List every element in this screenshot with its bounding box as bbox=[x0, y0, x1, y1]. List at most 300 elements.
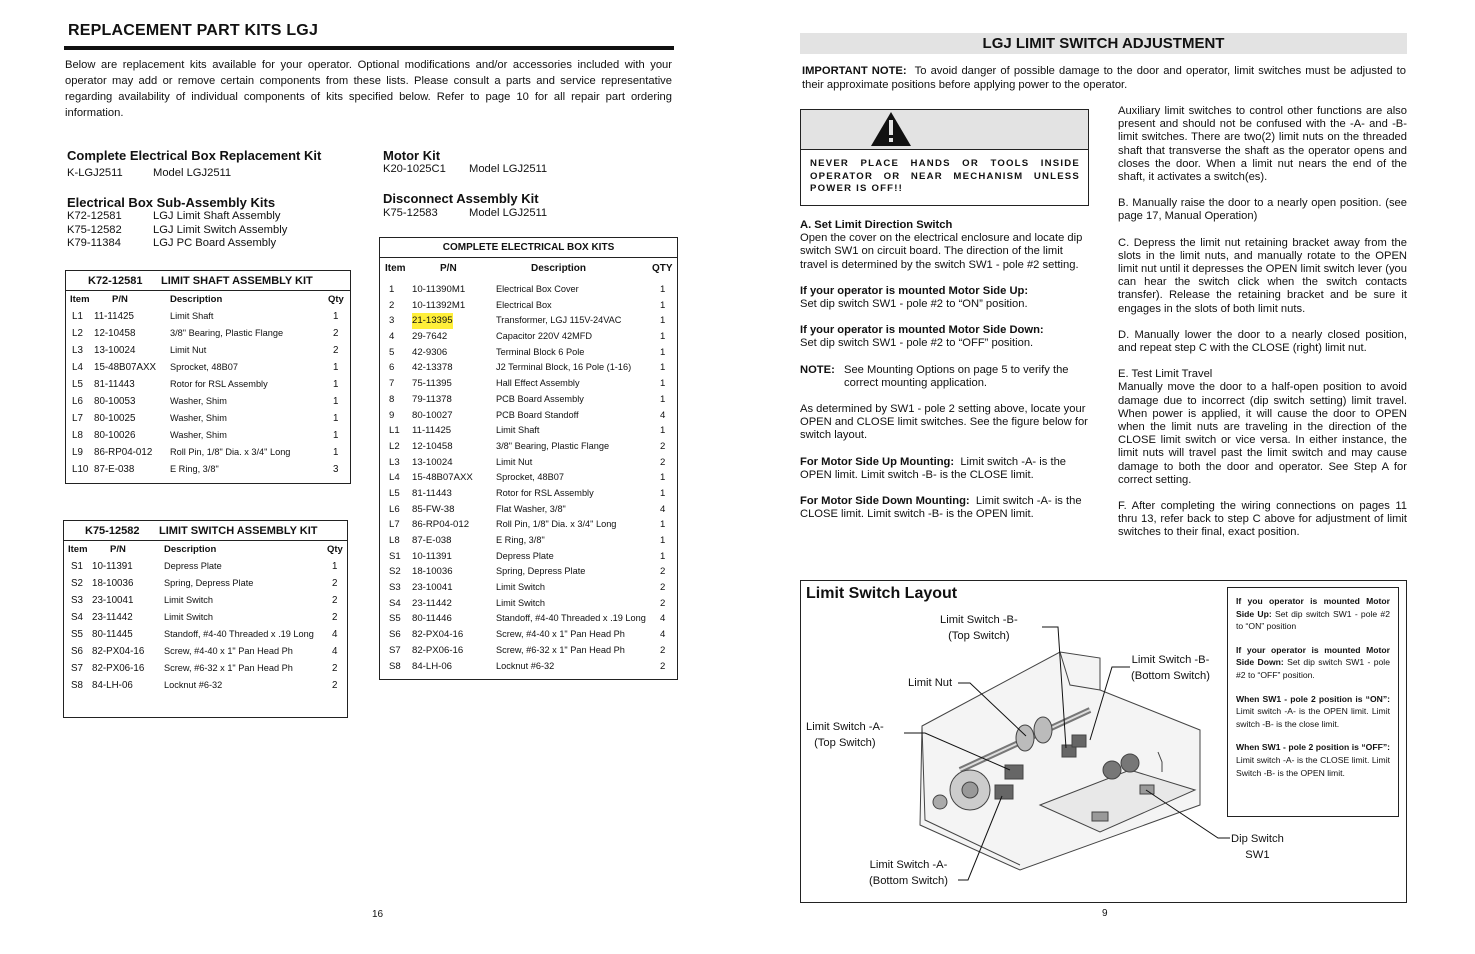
cell-description: PCB Board Assembly bbox=[496, 393, 584, 404]
note-label: NOTE: bbox=[800, 363, 835, 376]
cell-item: S5 bbox=[389, 613, 401, 625]
limit-shaft-kit-rows bbox=[66, 308, 350, 478]
table-row bbox=[64, 677, 347, 694]
right-page-title: LGJ LIMIT SWITCH ADJUSTMENT bbox=[800, 33, 1407, 54]
cell-pn: 12-10458 bbox=[94, 328, 136, 339]
label-limit-nut: Limit Nut bbox=[908, 677, 953, 689]
cell-item: L9 bbox=[72, 447, 83, 458]
table-row bbox=[380, 439, 677, 455]
cell-qty: 2 bbox=[332, 612, 338, 623]
table-row bbox=[380, 345, 677, 361]
info-on-text: Limit switch -A- is the OPEN limit. Limit switch -B- is the close limit. bbox=[1236, 706, 1390, 729]
info-off bbox=[1236, 741, 1390, 779]
table-row bbox=[380, 549, 677, 565]
cell-description: Screw, #6-32 x 1" Pan Head Ph bbox=[164, 663, 293, 673]
cell-pn: 23-11442 bbox=[412, 597, 452, 609]
table-row bbox=[380, 298, 677, 314]
label-b-top-name: Limit Switch -B- bbox=[940, 614, 1018, 626]
sub-assembly-desc: LGJ Limit Switch Assembly bbox=[153, 223, 288, 236]
cell-pn: 11-11425 bbox=[412, 425, 452, 437]
col-description: Description bbox=[531, 263, 587, 274]
table-row bbox=[380, 455, 677, 471]
cell-item: L5 bbox=[389, 487, 400, 499]
cell-item: 3 bbox=[389, 315, 395, 327]
warning-icon bbox=[870, 111, 912, 148]
cell-pn: 21-13395 bbox=[412, 313, 453, 329]
table-row bbox=[380, 643, 677, 659]
info-on bbox=[1236, 693, 1390, 731]
cell-description: 3/8" Bearing, Plastic Flange bbox=[496, 440, 610, 451]
cell-pn: 87-E-038 bbox=[94, 464, 135, 475]
table-row bbox=[66, 461, 350, 478]
cell-item: S7 bbox=[71, 663, 83, 674]
step-f: F. After completing the wiring connections on pages 11 thru 13, refer back to step C above for adjustment of limit switches to their final, exact position. bbox=[1118, 500, 1407, 539]
sub-assembly-part: K72-12581 bbox=[67, 210, 122, 222]
table-row bbox=[380, 627, 677, 643]
label-dip-switch bbox=[1231, 831, 1284, 863]
kit-part-number: K75-12582 bbox=[85, 525, 140, 537]
table-row bbox=[64, 609, 347, 626]
table-row bbox=[64, 643, 347, 660]
cell-item: S6 bbox=[71, 646, 83, 657]
cell-item: L2 bbox=[72, 328, 83, 339]
motor-kit-heading: Motor Kit bbox=[383, 148, 441, 163]
cell-description: Depress Plate bbox=[164, 561, 222, 571]
cell-description: Limit Switch bbox=[164, 612, 214, 622]
cell-description: Electrical Box Cover bbox=[496, 284, 579, 294]
table-row bbox=[66, 325, 350, 342]
left-column-text bbox=[800, 219, 1090, 534]
cell-qty: 1 bbox=[333, 362, 339, 373]
cell-qty: 2 bbox=[332, 578, 338, 589]
cell-item: S6 bbox=[389, 629, 401, 641]
label-b-top bbox=[940, 612, 1018, 644]
complete-box-kits-rows bbox=[380, 280, 677, 674]
table-row bbox=[66, 342, 350, 359]
cell-pn: 80-11445 bbox=[92, 629, 133, 640]
col-description: Description bbox=[170, 294, 223, 305]
label-dip-name: Dip Switch bbox=[1231, 833, 1284, 845]
cell-description: Limit Nut bbox=[170, 345, 207, 355]
cell-item: L7 bbox=[72, 413, 83, 424]
set-limit-heading: A. Set Limit Direction Switch bbox=[800, 219, 953, 231]
cell-qty: 1 bbox=[660, 378, 666, 390]
limit-switch-kit-rows bbox=[64, 558, 347, 694]
cell-pn: 86-RP04-012 bbox=[412, 519, 470, 531]
table-row bbox=[380, 423, 677, 439]
sub-assembly-heading: Electrical Box Sub-Assembly Kits bbox=[67, 195, 276, 210]
side-down-text: Set dip switch SW1 - pole #2 to “OFF” position. bbox=[800, 337, 1034, 350]
cell-item: S2 bbox=[71, 578, 83, 589]
cell-pn: 11-11425 bbox=[94, 311, 134, 322]
cell-qty: 1 bbox=[660, 519, 666, 531]
down-mount-block bbox=[800, 495, 1090, 521]
cell-qty: 3 bbox=[333, 464, 339, 475]
limit-shaft-kit-table bbox=[65, 270, 351, 484]
cell-qty: 1 bbox=[660, 346, 666, 358]
table-row bbox=[64, 660, 347, 677]
info-up bbox=[1236, 595, 1390, 633]
label-b-bottom-name: Limit Switch -B- bbox=[1131, 654, 1210, 666]
cell-pn: 75-11395 bbox=[412, 378, 452, 390]
disconnect-kit-part: K75-12583 bbox=[383, 207, 438, 219]
cell-description: Flat Washer, 3/8" bbox=[496, 503, 566, 514]
cell-qty: 1 bbox=[333, 447, 339, 458]
cell-item: 6 bbox=[389, 362, 395, 374]
col-pn: P/N bbox=[112, 294, 128, 305]
cell-qty: 2 bbox=[660, 566, 666, 578]
page-title: REPLACEMENT PART KITS LGJ bbox=[68, 22, 319, 39]
kit-part-number: K72-12581 bbox=[88, 275, 143, 287]
cell-pn: 42-13378 bbox=[412, 362, 453, 374]
cell-pn: 10-11392M1 bbox=[412, 299, 466, 311]
cell-item: S3 bbox=[389, 582, 401, 594]
table-row bbox=[64, 592, 347, 609]
cell-pn: 82-PX06-16 bbox=[92, 663, 145, 674]
disconnect-kit-heading: Disconnect Assembly Kit bbox=[383, 191, 539, 206]
cell-description: PCB Board Standoff bbox=[496, 409, 579, 420]
cell-pn: 10-11391 bbox=[412, 550, 452, 562]
table-row bbox=[66, 393, 350, 410]
cell-qty: 1 bbox=[660, 472, 666, 484]
cell-qty: 1 bbox=[660, 393, 666, 405]
cell-description: Limit Shaft bbox=[170, 311, 214, 321]
step-e-heading: E. Test Limit Travel bbox=[1118, 368, 1213, 381]
col-pn: P/N bbox=[110, 544, 126, 555]
sub-assembly-part: K79-11384 bbox=[67, 237, 121, 249]
cell-pn: 29-7642 bbox=[412, 331, 448, 343]
cell-description: Limit Shaft bbox=[496, 425, 540, 436]
table-row bbox=[380, 282, 677, 298]
cell-pn: 18-10036 bbox=[412, 566, 453, 578]
step-e: Manually move the door to a half-open position to avoid damage due to incorrect (dip switch setting) limit travel. When power is applied, it will cause the door to OPEN when the limit nuts are traveling in the direction of the CLOSE limit switch or vice versa. In either instance, the limit nuts will travel past the limit switch and may cause damage to both the door and operator. See Step A for correct setting. bbox=[1118, 381, 1407, 486]
complete-box-kits-columns bbox=[380, 258, 677, 280]
cell-pn: 81-11443 bbox=[412, 487, 452, 499]
cell-description: Limit Switch bbox=[496, 597, 546, 608]
cell-description: 3/8" Bearing, Plastic Flange bbox=[170, 328, 284, 338]
cell-description: J2 Terminal Block, 16 Pole (1-16) bbox=[496, 362, 632, 373]
cell-item: S1 bbox=[71, 561, 83, 572]
up-mount-label: For Motor Side Up Mounting: bbox=[800, 455, 955, 468]
cell-qty: 1 bbox=[660, 362, 666, 374]
info-down-text: Set dip switch SW1 - pole #2 to “OFF” position. bbox=[1236, 657, 1390, 680]
sub-assembly-desc: LGJ PC Board Assembly bbox=[153, 237, 277, 249]
important-note bbox=[802, 65, 1406, 92]
cell-item: S8 bbox=[71, 680, 83, 691]
cell-item: L6 bbox=[389, 503, 400, 515]
warning-banner bbox=[801, 110, 1088, 150]
table-row bbox=[380, 486, 677, 502]
cell-pn: 80-10053 bbox=[94, 396, 136, 407]
limit-switch-kit-table bbox=[63, 520, 348, 718]
cell-description: Locknut #6-32 bbox=[164, 680, 223, 690]
sw1-info-box bbox=[1227, 587, 1399, 817]
cell-item: S2 bbox=[389, 566, 401, 578]
limit-shaft-kit-header bbox=[66, 271, 350, 291]
title-rule bbox=[64, 46, 674, 50]
table-row bbox=[380, 533, 677, 549]
table-row bbox=[380, 580, 677, 596]
cell-item: L2 bbox=[389, 440, 400, 452]
cell-qty: 1 bbox=[333, 311, 339, 322]
cell-description: Washer, Shim bbox=[170, 413, 227, 423]
label-a-bottom bbox=[869, 857, 948, 889]
table-row bbox=[380, 470, 677, 486]
info-down-bold: If your operator is mounted Motor Side Down: bbox=[1236, 644, 1390, 668]
step-b: B. Manually raise the door to a nearly open position. (see page 17, Manual Operation) bbox=[1118, 197, 1407, 223]
table-row bbox=[380, 313, 677, 329]
warning-text: NEVER PLACE HANDS OR TOOLS INSIDE OPERATOR OR NEAR MECHANISM UNLESS POWER IS OFF!! bbox=[810, 158, 1080, 194]
table-row bbox=[66, 427, 350, 444]
page-number-left: 16 bbox=[372, 909, 384, 920]
col-item: Item bbox=[68, 544, 88, 555]
step-d: D. Manually lower the door to a nearly closed position, and repeat step C with the CLOSE (right) limit nut. bbox=[1118, 328, 1407, 355]
cell-pn: 15-48B07AXX bbox=[94, 362, 157, 373]
table-row bbox=[380, 659, 677, 675]
table-row bbox=[66, 410, 350, 427]
cell-pn: 12-10458 bbox=[412, 440, 453, 452]
table-row bbox=[380, 408, 677, 424]
cell-qty: 2 bbox=[660, 582, 666, 594]
table-row bbox=[66, 444, 350, 461]
limit-switch-kit-columns bbox=[64, 541, 347, 558]
label-a-bottom-sub: (Bottom Switch) bbox=[869, 875, 948, 887]
table-row bbox=[380, 360, 677, 376]
cell-qty: 4 bbox=[660, 409, 666, 421]
table-row bbox=[380, 502, 677, 518]
info-up-bold: If you operator is mounted Motor Side Up: bbox=[1236, 596, 1390, 619]
cell-qty: 2 bbox=[660, 597, 666, 609]
cell-item: S7 bbox=[389, 644, 401, 656]
cell-qty: 1 bbox=[660, 550, 666, 562]
side-up-heading: If your operator is mounted Motor Side Up: bbox=[800, 284, 1029, 297]
cell-pn: 80-10027 bbox=[412, 409, 453, 421]
cell-qty: 2 bbox=[332, 663, 338, 674]
cell-description: Washer, Shim bbox=[170, 430, 227, 440]
info-on-bold: When SW1 - pole 2 position is “ON”: bbox=[1236, 693, 1390, 704]
side-down-heading: If your operator is mounted Motor Side Down: bbox=[800, 324, 1044, 337]
cell-pn: 80-10025 bbox=[94, 413, 136, 424]
cell-description: Screw, #4-40 x 1" Pan Head Ph bbox=[164, 646, 293, 656]
cell-qty: 2 bbox=[332, 595, 338, 606]
cell-item: L3 bbox=[72, 345, 83, 356]
table-row bbox=[380, 376, 677, 392]
important-label: IMPORTANT NOTE: bbox=[802, 65, 907, 77]
col-item: Item bbox=[385, 263, 406, 274]
intro-paragraph: Below are replacement kits available for your operator. Optional modifications and/or accessories included with your operator may add or remove certain components from these lists. Please consult a parts and service representative regarding availability of individual components of kits specified below. Refer to page 10 for all repair part ordering information. bbox=[65, 59, 672, 119]
cell-qty: 1 bbox=[660, 315, 666, 327]
cell-description: Capacitor 220V 42MFD bbox=[496, 331, 593, 342]
cell-qty: 1 bbox=[660, 425, 666, 437]
cell-qty: 1 bbox=[333, 396, 339, 407]
kit-title: LIMIT SHAFT ASSEMBLY KIT bbox=[161, 275, 313, 287]
cell-qty: 2 bbox=[660, 440, 666, 452]
note-block bbox=[800, 364, 1090, 390]
cell-description: Washer, Shim bbox=[170, 396, 227, 406]
disconnect-kit-model: Model LGJ2511 bbox=[469, 207, 548, 219]
table-row bbox=[380, 392, 677, 408]
col-item: Item bbox=[70, 294, 90, 305]
cell-qty: 2 bbox=[332, 680, 338, 691]
cell-qty: 2 bbox=[660, 644, 666, 656]
cell-item: S4 bbox=[389, 597, 401, 609]
cell-item: L7 bbox=[389, 519, 400, 531]
cell-item: 4 bbox=[389, 331, 395, 343]
cell-description: Spring, Depress Plate bbox=[164, 578, 254, 588]
cell-item: 8 bbox=[389, 393, 395, 405]
table-row bbox=[64, 575, 347, 592]
info-up-text: Set dip switch SW1 - pole #2 to “ON” position bbox=[1236, 608, 1390, 632]
cell-description: Roll Pin, 1/8" Dia. x 3/4" Long bbox=[496, 519, 617, 530]
aux-text: Auxiliary limit switches to control other functions are also present and should not be confused with the -A- and -B- limit switches. There are two(2) limit nuts on the threaded shaft that transverse the shaft as the operator opens and closes the door. When a limit nut nears the end of the shaft, it activates a switch(es). bbox=[1118, 105, 1407, 184]
cell-description: Screw, #6-32 x 1" Pan Head Ph bbox=[496, 644, 625, 655]
sub-assembly-part: K75-12582 bbox=[67, 223, 122, 236]
cell-pn: 13-10024 bbox=[412, 456, 453, 468]
cell-pn: 10-11390M1 bbox=[412, 284, 466, 295]
cell-description: Spring, Depress Plate bbox=[496, 566, 586, 577]
cell-description: Screw, #4-40 x 1" Pan Head Ph bbox=[496, 629, 625, 640]
cell-qty: 1 bbox=[660, 331, 666, 343]
cell-qty: 1 bbox=[333, 430, 339, 441]
sub-assembly-desc: LGJ Limit Shaft Assembly bbox=[153, 210, 281, 222]
step-c: C. Depress the limit nut retaining bracket away from the slots in the limit nuts, and manually rotate to the OPEN limit nut until it depresses the OPEN limit switch lever (you can hear the switch click when the switch contacts transfer). Release the retaining bracket and be sure it engages in the slots of both limit nuts. bbox=[1118, 236, 1407, 315]
cell-item: S4 bbox=[71, 612, 83, 623]
cell-qty: 1 bbox=[333, 379, 339, 390]
cell-qty: 1 bbox=[660, 487, 666, 499]
cell-qty: 4 bbox=[660, 613, 666, 625]
cell-qty: 2 bbox=[333, 328, 339, 339]
table-row bbox=[64, 558, 347, 575]
cell-pn: 15-48B07AXX bbox=[412, 472, 473, 484]
cell-qty: 4 bbox=[332, 646, 338, 657]
cell-pn: 86-RP04-012 bbox=[94, 447, 153, 458]
cell-qty: 4 bbox=[332, 629, 338, 640]
complete-box-heading: Complete Electrical Box Replacement Kit bbox=[67, 148, 322, 163]
label-a-top-name: Limit Switch -A- bbox=[806, 721, 884, 733]
table-row bbox=[66, 376, 350, 393]
cell-pn: 13-10024 bbox=[94, 345, 136, 356]
cell-qty: 1 bbox=[660, 535, 666, 546]
cell-description: Roll Pin, 1/8" Dia. x 3/4" Long bbox=[170, 447, 291, 457]
cell-pn: 23-10041 bbox=[412, 582, 453, 594]
right-column-text bbox=[1118, 105, 1407, 553]
cell-item: L10 bbox=[72, 464, 89, 475]
table-row bbox=[66, 308, 350, 325]
note-text: See Mounting Options on page 5 to verify the correct mounting application. bbox=[844, 363, 1069, 389]
col-pn: P/N bbox=[440, 263, 457, 274]
table-row bbox=[380, 596, 677, 612]
cell-qty: 4 bbox=[660, 503, 666, 515]
limit-shaft-kit-columns bbox=[66, 291, 350, 308]
cell-description: Standoff, #4-40 Threaded x .19 Long bbox=[164, 629, 314, 639]
label-b-top-sub: (Top Switch) bbox=[948, 630, 1010, 642]
cell-pn: 87-E-038 bbox=[412, 535, 452, 546]
label-a-top-sub: (Top Switch) bbox=[814, 737, 876, 749]
cell-description: Limit Switch bbox=[164, 595, 214, 605]
cell-item: S1 bbox=[389, 550, 401, 562]
cell-item: 9 bbox=[389, 409, 395, 421]
cell-qty: 1 bbox=[333, 413, 339, 424]
cell-pn: 23-11442 bbox=[92, 612, 133, 623]
label-dip-sub: SW1 bbox=[1245, 849, 1270, 861]
motor-kit-part: K20-1025C1 bbox=[383, 163, 446, 175]
up-mount-text: Limit switch -A- is the OPEN limit. Limit switch -B- is the CLOSE limit. bbox=[800, 455, 1067, 481]
cell-description: Limit Nut bbox=[496, 456, 533, 467]
cell-description: Sprocket, 48B07 bbox=[496, 472, 564, 483]
cell-description: Standoff, #4-40 Threaded x .19 Long bbox=[496, 613, 646, 624]
cell-pn: 79-11378 bbox=[412, 393, 452, 405]
motor-kit-model: Model LGJ2511 bbox=[469, 163, 548, 175]
cell-description: Locknut #6-32 bbox=[496, 660, 555, 671]
cell-pn: 80-10026 bbox=[94, 430, 136, 441]
cell-item: 1 bbox=[389, 284, 395, 295]
label-a-bottom-name: Limit Switch -A- bbox=[869, 859, 948, 871]
cell-qty: 1 bbox=[332, 561, 338, 572]
kit-title: LIMIT SWITCH ASSEMBLY KIT bbox=[159, 525, 318, 537]
cell-pn: 42-9306 bbox=[412, 346, 448, 358]
complete-box-model: Model LGJ2511 bbox=[153, 167, 232, 179]
cell-description: Rotor for RSL Assembly bbox=[170, 379, 268, 389]
cell-pn: 82-PX04-16 bbox=[412, 629, 464, 641]
cell-item: L6 bbox=[72, 396, 83, 407]
label-b-bottom-sub: (Bottom Switch) bbox=[1131, 670, 1210, 682]
cell-pn: 10-11391 bbox=[92, 561, 133, 572]
down-mount-text: Limit switch -A- is the CLOSE limit. Limit switch -B- is the OPEN limit. bbox=[800, 495, 1082, 521]
complete-box-kits-header: COMPLETE ELECTRICAL BOX KITS bbox=[380, 238, 677, 258]
important-text: To avoid danger of possible damage to the door and operator, limit switches must be adjusted to their approximate positions before applying power to the operator. bbox=[802, 65, 1406, 91]
up-mount-block bbox=[800, 456, 1090, 482]
cell-description: Hall Effect Assembly bbox=[496, 378, 580, 389]
cell-description: Terminal Block 6 Pole bbox=[496, 346, 585, 357]
cell-description: E Ring, 3/8" bbox=[496, 535, 545, 545]
cell-item: 5 bbox=[389, 346, 395, 358]
cell-pn: 84-LH-06 bbox=[412, 660, 452, 672]
cell-item: L4 bbox=[72, 362, 83, 373]
info-off-text: Limit switch -A- is the CLOSE limit. Limit Switch -B- is the OPEN limit. bbox=[1236, 754, 1390, 778]
col-qty: Qty bbox=[328, 294, 344, 305]
down-mount-label: For Motor Side Down Mounting: bbox=[800, 495, 970, 508]
cell-description: Electrical Box bbox=[496, 299, 552, 310]
table-row bbox=[380, 611, 677, 627]
cell-item: L8 bbox=[389, 535, 400, 546]
cell-pn: 18-10036 bbox=[92, 578, 134, 589]
cell-item: L1 bbox=[72, 311, 83, 322]
side-up-text: Set dip switch SW1 - pole #2 to “ON” position. bbox=[800, 298, 1028, 311]
cell-description: Rotor for RSL Assembly bbox=[496, 487, 594, 498]
label-b-bottom bbox=[1131, 652, 1210, 684]
layout-title: Limit Switch Layout bbox=[806, 585, 958, 602]
cell-description: E Ring, 3/8" bbox=[170, 464, 219, 474]
cell-item: S8 bbox=[389, 660, 401, 672]
label-a-top bbox=[806, 719, 884, 751]
cell-item: 2 bbox=[389, 299, 395, 311]
cell-item: 7 bbox=[389, 378, 395, 390]
cell-description: Depress Plate bbox=[496, 550, 554, 561]
cell-pn: 23-10041 bbox=[92, 595, 134, 606]
limit-switch-kit-header bbox=[64, 521, 347, 541]
cell-description: Limit Switch bbox=[496, 582, 546, 593]
col-qty: QTY bbox=[652, 263, 673, 274]
info-off-bold: When SW1 - pole 2 position is “OFF”: bbox=[1236, 742, 1390, 753]
set-limit-text: Open the cover on the electrical enclosure and locate dip switch SW1 on circuit board. The direction of the limit travel is determined by the switch SW1 - pole #2 setting. bbox=[800, 232, 1083, 271]
table-row bbox=[380, 329, 677, 345]
cell-qty: 2 bbox=[660, 456, 666, 468]
cell-pn: 82-PX04-16 bbox=[92, 646, 145, 657]
col-description: Description bbox=[164, 544, 217, 555]
table-row bbox=[380, 564, 677, 580]
cell-item: L8 bbox=[72, 430, 83, 441]
cell-item: L4 bbox=[389, 472, 400, 484]
